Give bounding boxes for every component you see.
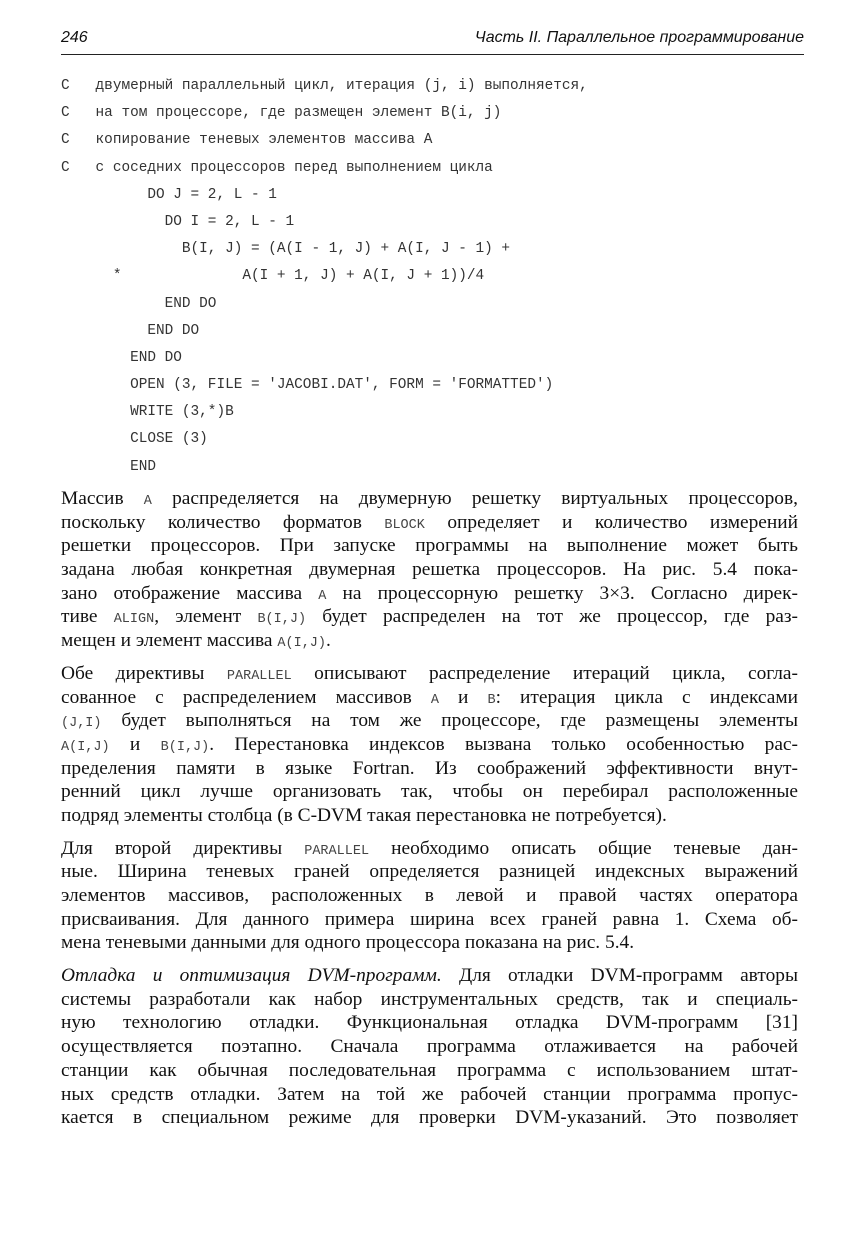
text-line: тиве ALIGN, элемент B(I,J) будет распределен на тот же процессор, где раз- <box>61 606 799 628</box>
text-line: Массив A распределяется на двумерную решетку виртуальных процессоров, <box>61 488 798 509</box>
text-line: элементов массивов, расположенных в левой и правой частях оператора <box>61 885 798 906</box>
code-line: DO J = 2, L - 1 <box>61 186 277 203</box>
page-header <box>61 26 804 55</box>
text-line: Обе директивы PARALLEL описывают распределение итераций цикла, согла- <box>61 662 798 684</box>
code-line: C копирование теневых элементов массива A <box>61 132 433 149</box>
text-line: кается в специальном режиме для проверки DVM-указаний. Это позволяет <box>61 1107 798 1129</box>
text-line: ные. Ширина теневых граней определяется разницей индексных выражений <box>61 861 798 883</box>
text-line: (J,I) будет выполняться на том же процессоре, где размещены элементы <box>61 710 798 732</box>
text-line: станции как обычная последовательная программа с использованием штат- <box>61 1059 798 1081</box>
page-number: 246 <box>61 29 88 46</box>
text-line: системы разработали как набор инструментальных средств, так и специаль- <box>61 988 798 1010</box>
text-line: ренний цикл лучше организовать так, чтобы он перебирал расположенные <box>61 781 798 803</box>
text-line: A(I,J) и B(I,J). Перестановка индексов вызвана только особенностью рас- <box>61 733 798 755</box>
code-line: C двумерный параллельный цикл, итерация (j, i) выполняется, <box>61 78 588 94</box>
code-line: END DO <box>61 295 217 312</box>
code-line: END DO <box>61 349 182 366</box>
text-line: решетки процессоров. При запуске программы на выполнение может быть <box>61 535 798 557</box>
code-line: C с соседних процессоров перед выполнением цикла <box>61 159 493 176</box>
code-line: DO I = 2, L - 1 <box>61 213 295 230</box>
code-line: OPEN (3, FILE = 'JACOBI.DAT', FORM = 'FORMATTED') <box>61 377 554 394</box>
text-line: ную технологию отладки. Функциональная отладка DVM-программ [31] <box>61 1012 798 1034</box>
code-line: END DO <box>61 322 200 339</box>
text-line: сованное с распределением массивов A и B: итерация цикла с индексами <box>61 686 798 708</box>
code-line: B(I, J) = (A(I - 1, J) + A(I, J - 1) + <box>61 241 511 258</box>
body-text <box>61 487 798 1139</box>
text-line: мена теневыми данными для одного процессора показана на рис. 5.4. <box>61 932 635 954</box>
text-line: осуществляется поэтапно. Сначала программа отлаживается на рабочей <box>61 1036 798 1058</box>
code-line: END <box>61 458 156 475</box>
text-line: зано отображение массива A на процессорную решетку 3×3. Согласно дирек- <box>61 582 798 604</box>
text-line: ных средств отладки. Затем на той же рабочей станции программа пропус- <box>61 1083 798 1105</box>
code-line: * A(I + 1, J) + A(I, J + 1))/4 <box>61 268 485 285</box>
code-line: WRITE (3,*)B <box>61 404 234 421</box>
text-line: пределения памяти в языке Fortran. Из соображений эффективности внут- <box>61 757 798 779</box>
text-line: присваивания. Для данного примера ширина всех граней равна 1. Схема об- <box>61 908 798 930</box>
text-line: задана любая конкретная двумерная решетка процессоров. На рис. 5.4 пока- <box>61 559 798 581</box>
text-line: Для второй директивы PARALLEL необходимо описать общие теневые дан- <box>61 837 799 859</box>
paragraph <box>61 964 798 1130</box>
running-title: Часть II. Параллельное программирование <box>474 29 804 46</box>
text-line: Отладка и оптимизация DVM-программ. Для отладки DVM-программ авторы <box>61 965 798 987</box>
code-line: C на том процессоре, где размещен элемент B(i, j) <box>61 105 502 122</box>
text-line: мещен и элемент массива A(I,J). <box>61 630 331 652</box>
text-line: подряд элементы столбца (в C-DVM такая перестановка не потребуется). <box>61 804 667 826</box>
code-listing <box>61 73 821 481</box>
italic-lead-in: Отладка и оптимизация DVM-программ. <box>61 965 442 987</box>
paragraph <box>61 487 798 653</box>
paragraph <box>61 837 798 955</box>
paragraph <box>61 662 798 828</box>
text-line: поскольку количество форматов BLOCK определяет и количество измерений <box>61 511 798 533</box>
code-line: CLOSE (3) <box>61 431 208 448</box>
